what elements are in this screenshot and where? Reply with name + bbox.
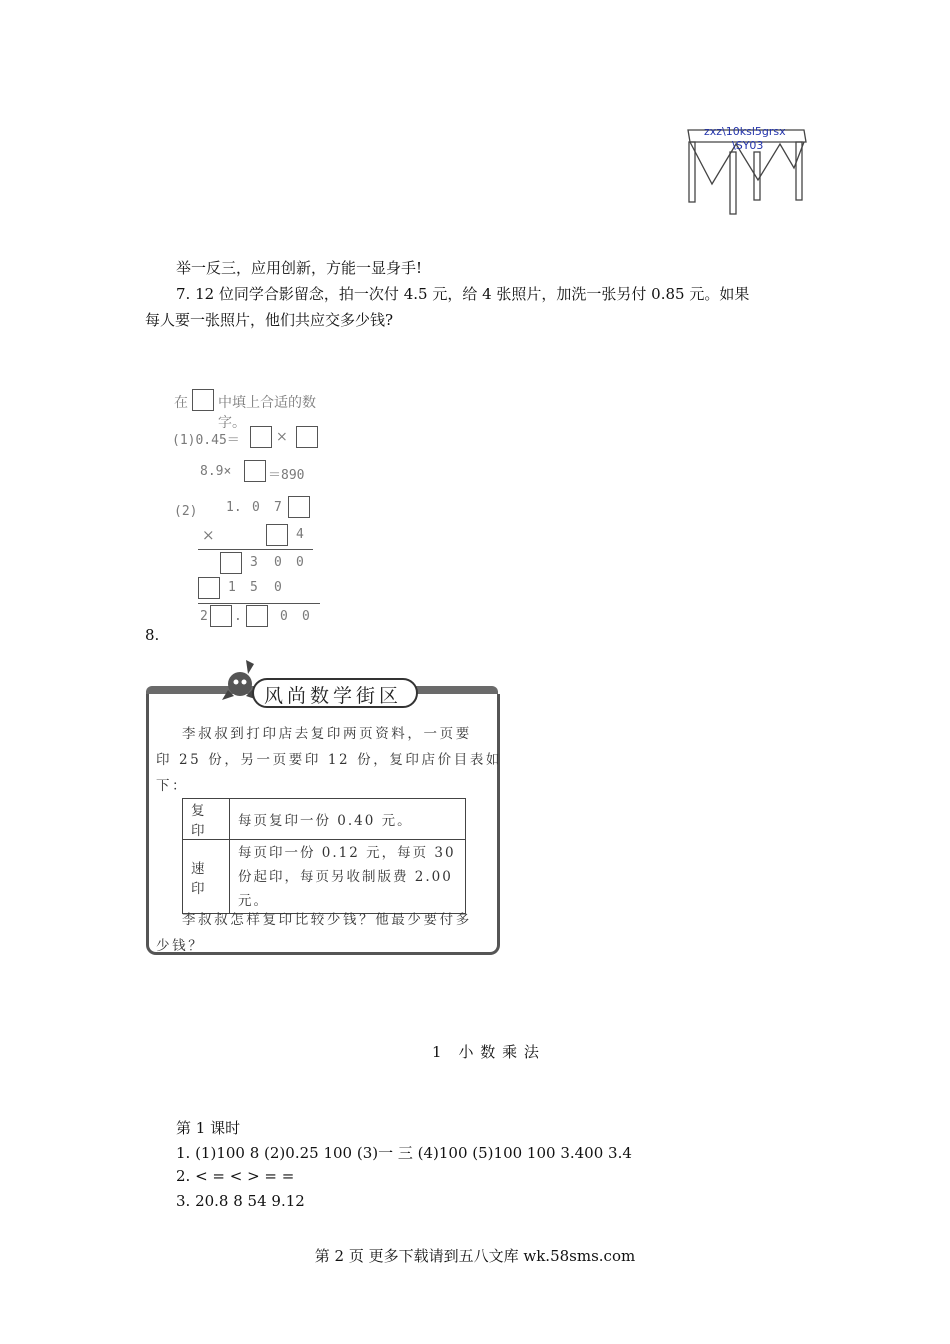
q8-instruction-post: 中填上合适的数字。	[218, 395, 316, 431]
digit: 5	[250, 580, 258, 595]
table-cell-line: 每页印一份 0.12 元，每页 30	[238, 844, 456, 861]
q8-instruction-pre: 在	[174, 395, 188, 411]
table-cell-line: 元。	[238, 892, 269, 909]
lesson-label: 第 1 课时	[176, 1119, 241, 1137]
times-sign: ×	[276, 429, 288, 445]
times-sign: ×	[202, 526, 215, 544]
answer-box[interactable]	[288, 496, 310, 518]
digit: 2	[200, 609, 208, 624]
table-cell-head: 速印	[183, 840, 230, 914]
section-title: 1 小 数 乘 法	[432, 1043, 540, 1061]
street-question-line2: 少钱？	[156, 938, 205, 954]
q8-figure	[168, 386, 328, 636]
q8-part1b-right: ＝890	[268, 468, 305, 483]
answer-box[interactable]	[210, 605, 232, 627]
digit: 1.	[226, 500, 242, 515]
divider-line	[198, 549, 313, 550]
digit: 7	[274, 500, 282, 515]
digit: 0	[280, 609, 288, 624]
q7-line2: 每人要一张照片，他们共应交多少钱?	[145, 311, 394, 329]
answer-box[interactable]	[246, 605, 268, 627]
answer-line-2: 2. < = < > = =	[176, 1167, 295, 1185]
answer-line-1: 1. (1)100 8 (2)0.25 100 (3)一 三 (4)100 (5)100 100 3.400 3.4	[176, 1144, 632, 1162]
answer-box[interactable]	[220, 552, 242, 574]
q8-part1b-left: 8.9×	[200, 464, 232, 479]
table-row	[183, 799, 466, 840]
digit: 0	[302, 609, 310, 624]
answer-box[interactable]	[192, 389, 214, 411]
table-cell-line: 份起印，每页另收制版费 2.00	[238, 868, 453, 885]
table-row	[183, 840, 466, 914]
digit: 0	[274, 555, 282, 570]
street-question-line1: 李叔叔怎样复印比较少钱？他最少要付多	[182, 912, 472, 928]
stamp-line1: zxz\10ksl5grsx	[704, 125, 786, 138]
table-cell: 每页复印一份 0.40 元。	[230, 799, 466, 840]
panel-title: 风尚数学街区	[264, 685, 403, 707]
digit: 4	[296, 527, 304, 542]
price-table	[182, 798, 466, 914]
digit: 1	[228, 580, 236, 595]
table-cell	[230, 840, 466, 914]
watermark-stamp	[684, 122, 810, 218]
street-paragraph-line2: 印 25 份，另一页要印 12 份，复印店价目表如	[156, 752, 503, 768]
street-para-l1: 李叔叔到打印店去复印两页资料，一页要	[182, 726, 472, 742]
answer-box[interactable]	[250, 426, 272, 448]
q7-line1: 7. 12 位同学合影留念，拍一次付 4.5 元，给 4 张照片，加洗一张另付 0.85 元。如果	[176, 285, 750, 303]
answer-box[interactable]	[198, 577, 220, 599]
q8-number: 8.	[145, 626, 160, 644]
decimal-point: .	[234, 609, 242, 624]
street-paragraph-line3: 下：	[156, 778, 189, 794]
q8-part2-label: (2)	[174, 504, 198, 519]
answer-box[interactable]	[266, 524, 288, 546]
table-cell-head: 复印	[183, 799, 230, 840]
stamp-line2: \SY03	[732, 139, 764, 152]
intro-text: 举一反三，应用创新，方能一显身手!	[176, 259, 423, 277]
digit: 0	[252, 500, 260, 515]
divider-line	[198, 603, 320, 604]
answer-line-3: 3. 20.8 8 54 9.12	[176, 1192, 305, 1210]
digit: 0	[296, 555, 304, 570]
digit: 0	[274, 580, 282, 595]
answer-box[interactable]	[244, 460, 266, 482]
math-street-panel	[146, 656, 503, 956]
digit: 3	[250, 555, 258, 570]
street-paragraph-line1	[156, 722, 472, 742]
q8-part1-label: (1)0.45＝	[172, 433, 240, 448]
answer-box[interactable]	[296, 426, 318, 448]
page-footer: 第 2 页 更多下载请到五八文库 wk.58sms.com	[314, 1247, 636, 1265]
